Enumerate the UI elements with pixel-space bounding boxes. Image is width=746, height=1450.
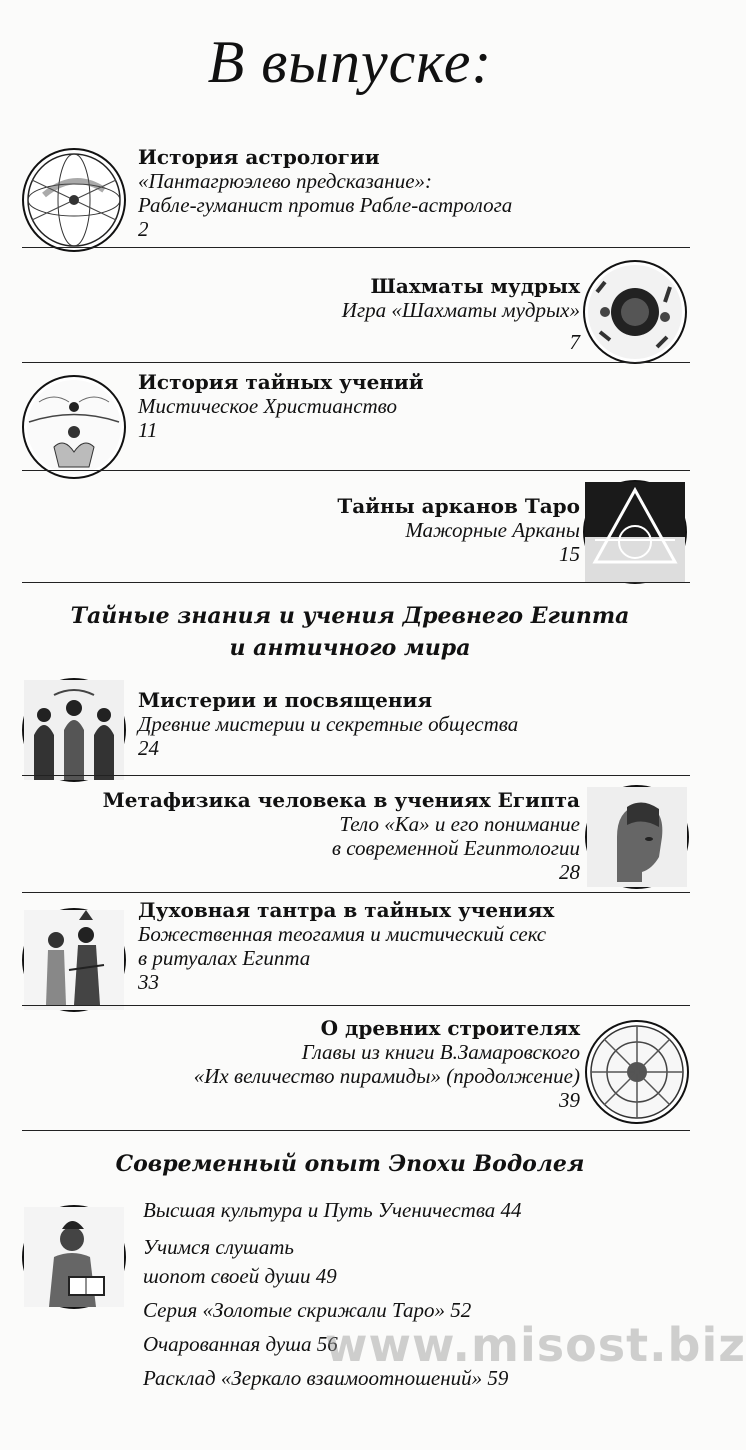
zodiac-wheel-illustration	[585, 1020, 689, 1124]
contents-entry-astrology-history[interactable]	[138, 145, 512, 241]
list-item[interactable]: шопот своей души 49	[143, 1264, 337, 1288]
entry-subtitle: Мистическое Христианство	[138, 394, 398, 418]
entry-subtitle: Божественная теогамия и мистический секс	[138, 922, 547, 946]
entry-page-number: 11	[138, 418, 158, 442]
chess-board-illustration	[583, 260, 687, 364]
entry-subtitle: Древние мистерии и секретные общества	[138, 712, 519, 736]
mystic-engraving-illustration	[22, 375, 126, 479]
divider	[22, 470, 690, 471]
entry-heading: Тайны арканов Таро	[337, 494, 580, 518]
entry-page-number: 24	[138, 736, 159, 760]
contents-entry-tarot-arcana[interactable]	[337, 494, 580, 566]
watermark: www.misost.biz	[325, 1318, 746, 1372]
entry-subtitle: Рабле-гуманист против Рабле-астролога	[138, 193, 513, 217]
mysteries-figures-illustration	[22, 678, 126, 782]
contents-entry-egypt-metaphysics[interactable]	[103, 788, 580, 884]
entry-subtitle: Тело «Ка» и его понимание	[339, 812, 580, 836]
entry-subtitle: в современной Египтологии	[331, 836, 580, 860]
entry-heading: Метафизика человека в учениях Египта	[102, 788, 580, 812]
list-item[interactable]: Очарованная душа 56	[143, 1332, 338, 1356]
divider	[22, 1130, 690, 1131]
entry-heading: История астрологии	[138, 145, 380, 169]
entry-heading: О древних строителях	[320, 1016, 580, 1040]
entry-page-number: 7	[569, 330, 580, 354]
entry-page-number: 15	[559, 542, 580, 566]
list-item[interactable]: Серия «Золотые скрижали Таро» 52	[143, 1298, 472, 1322]
section-heading-aquarius-era	[0, 1148, 700, 1180]
contents-entry-spiritual-tantra[interactable]	[138, 898, 554, 994]
egyptian-figures-illustration	[22, 908, 126, 1012]
divider	[22, 775, 690, 776]
divider	[22, 582, 690, 583]
divider	[22, 892, 690, 893]
section-heading-line: и античного мира	[229, 635, 471, 661]
divider	[22, 362, 690, 363]
scholar-reading-illustration	[22, 1205, 126, 1309]
section-heading-ancient-egypt	[0, 600, 700, 664]
section-heading-line: Тайные знания и учения Древнего Египта	[70, 603, 630, 629]
divider	[22, 247, 690, 248]
contents-entry-chess-of-wise[interactable]	[342, 274, 580, 354]
list-item[interactable]: Высшая культура и Путь Ученичества 44	[143, 1198, 522, 1222]
entry-heading: Духовная тантра в тайных учениях	[138, 898, 555, 922]
entry-page-number: 39	[559, 1088, 580, 1112]
tarot-triangle-illustration	[583, 480, 687, 584]
contents-entry-secret-teachings-history[interactable]	[138, 370, 424, 442]
divider	[22, 1005, 690, 1006]
entry-page-number: 33	[138, 970, 159, 994]
astrology-armillary-illustration	[22, 148, 126, 252]
page-title: В выпуске:	[207, 29, 493, 95]
entry-subtitle: Игра «Шахматы мудрых»	[341, 298, 580, 322]
entry-heading: Мистерии и посвящения	[138, 688, 433, 712]
contents-entry-mysteries-initiations[interactable]	[138, 688, 518, 760]
section-heading-line: Современный опыт Эпохи Водолея	[115, 1151, 585, 1177]
entry-subtitle: «Их величество пирамиды» (продолжение)	[193, 1064, 580, 1088]
entry-subtitle: Мажорные Арканы	[405, 518, 580, 542]
entry-heading: История тайных учений	[138, 370, 424, 394]
contents-entry-ancient-builders[interactable]	[194, 1016, 580, 1112]
entry-subtitle: Главы из книги В.Замаровского	[301, 1040, 580, 1064]
entry-subtitle: «Пантагрюэлево предсказание»:	[138, 169, 433, 193]
entry-page-number: 2	[138, 217, 149, 241]
entry-page-number: 28	[559, 860, 580, 884]
list-item[interactable]: Учимся слушать	[143, 1235, 294, 1259]
entry-subtitle: в ритуалах Египта	[138, 946, 311, 970]
list-item[interactable]: Расклад «Зеркало взаимоотношений» 59	[143, 1366, 509, 1390]
egyptian-head-sculpture-illustration	[585, 785, 689, 889]
entry-heading: Шахматы мудрых	[370, 274, 580, 298]
